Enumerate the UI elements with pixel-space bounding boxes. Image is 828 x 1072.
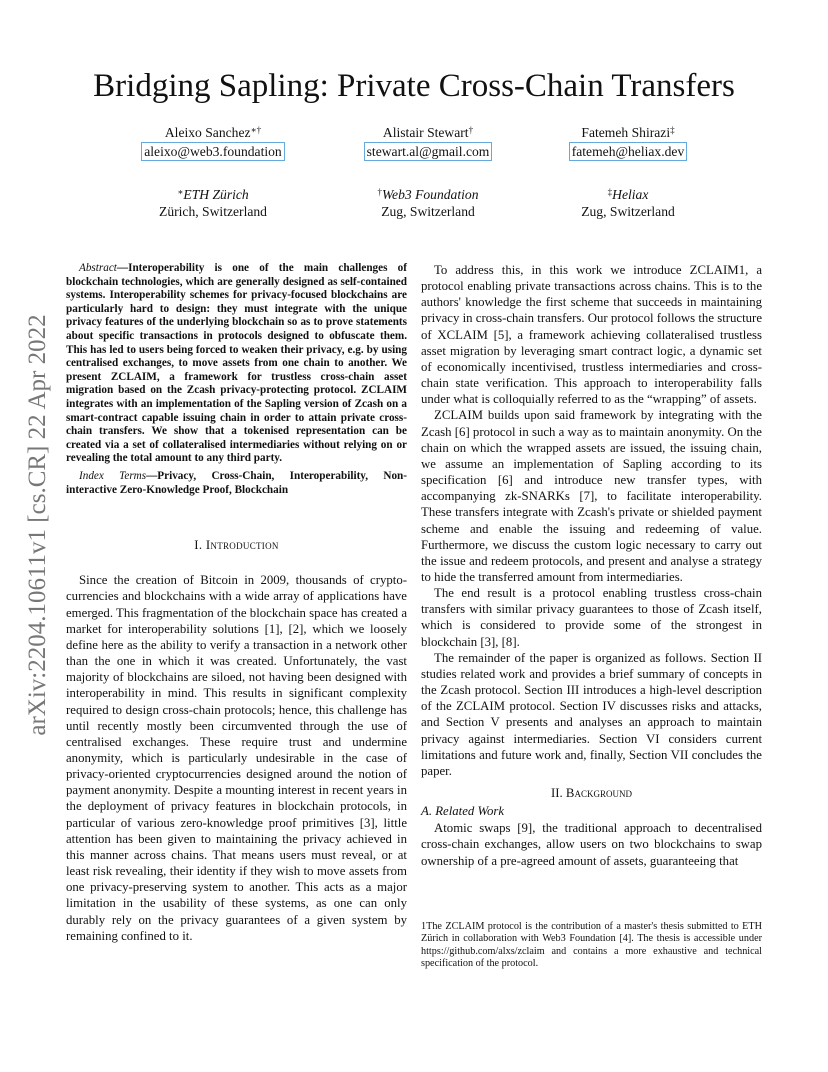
author-2 (340, 124, 516, 220)
section-heading-background: II. Background (551, 786, 632, 800)
author-marks: † (468, 125, 474, 135)
author-email-link[interactable]: fatemeh@heliax.dev (569, 142, 688, 161)
author-marks: ‡ (670, 125, 675, 135)
right-column (421, 262, 762, 869)
left-column (66, 262, 407, 944)
right-paragraph-5: Atomic swaps [9], the traditional approach to decentralised cross-chain exchanges, allow users on two blockchains to swap ownership of a pre-agreed amount of assets, guaranteeing that (421, 821, 762, 868)
affiliation-place: Zug, Switzerland (581, 204, 675, 219)
subsection-heading-related-work: A. Related Work (421, 804, 505, 819)
intro-paragraph-1: Since the creation of Bitcoin in 2009, thousands of crypto-currencies and blockchains with a wide array of applications have emerged. This fragmentation of the blockchain space has created a market for interoperability solutions [1], [2], which we loosely define here as the ability to verify a transaction in a network other than the one in which it was created. Unfortunately, the vast majority of blockchains are siloed, not having been designed with interoperability in mind. This results in significant complexity required to design cross-chain protocols; hence, this challenge has until recently mostly been circumvented through the use of centralised exchanges. These require trust and undermine anonymity, which is particularly undesirable in the case of privacy-oriented cryptocurrencies designed around the notion of payment anonymity. Despite a mounting interest in recent years in the deployment of privacy features in blockchain protocols, in particular of various zero-knowledge proof primitives [3], little attention has been given to maintaining the privacy achieved in this manner across chains. That means users must reveal, or at least risk revealing, their identity if they wish to move assets from one privacy-preserving system to another. This acts as a major limitation in the usability of these systems, as one can only durably rely on the privacy guarantees of a given system by remaining confined to it. (66, 573, 407, 943)
affiliation-name: Heliax (612, 187, 649, 202)
abstract-text: —Interoperability is one of the main challenges of blockchain technologies, which are generally designed as self-contained systems. Interoperability schemes for privacy-focused blockchains are particularly hard to design: they must integrate with the unique privacy features of the underlying blockchain so as to prove statements about specific transactions in protocols designed to obfuscate them. This has led to users being forced to weaken their privacy, e.g. by using centralised exchanges, to move assets from one chain to another. We present ZCLAIM, a framework for trustless cross-chain asset migration based on the Zcash privacy-protecting protocol. ZCLAIM integrates with an implementation of the Sapling version of Zcash on a smart-contract capable issuing chain in order to attain private cross-chain transfers. We show that a tokenised representation can be created via a set of collateralised intermediaries without relying on or revealing the total amount to any third party. (66, 262, 407, 465)
right-paragraph-3: The end result is a protocol enabling trustless cross-chain transfers with similar privacy guarantees to those of Zcash itself, which is considered to provide some of the strongest in blockchain [3], [8]. (421, 586, 762, 649)
abstract (66, 262, 407, 466)
affiliation-place: Zürich, Switzerland (159, 204, 267, 219)
right-paragraph-4: The remainder of the paper is organized as follows. Section II studies related work and provides a brief summary of concepts in the Zcash protocol. Section III introduces a high-level description of the ZCLAIM protocol. Section IV discusses risks and attacks, and Section V presents and analyses an approach to maintain privacy against intermediaries. Section VI considers current limitations and future work and, finally, Section VII concludes the paper. (421, 650, 762, 778)
affiliation-place: Zug, Switzerland (381, 204, 475, 219)
author-email-link[interactable]: aleixo@web3.foundation (141, 142, 284, 161)
arxiv-id: arXiv:2204.10611v1 [cs.CR] 22 Apr 2022 (24, 314, 51, 736)
footnote: 1The ZCLAIM protocol is the contribution of a master's thesis submitted to ETH Zürich in collaboration with Web3 Foundation [4]. The thesis is accessible under https://github.com/alxs/zclaim and contains a more exhaustive and technical specification of the protocol. (421, 921, 762, 970)
author-marks: ∗† (250, 125, 262, 135)
index-terms-text: —Privacy, Cross-Chain, Interoperability, Non-interactive Zero-Knowledge Proof, Blockchain (66, 469, 407, 496)
affiliation-mark: ∗ (177, 187, 184, 197)
section-heading-introduction: I. Introduction (194, 538, 279, 553)
author-name: Fatemeh Shirazi (581, 125, 671, 140)
right-paragraph-2: ZCLAIM builds upon said framework by integrating with the Zcash [6] protocol in such a way as to maintain anonymity. On the chain on which the wrapped assets are issued, the issuing chain, we assume an implementation of Sapling according to its specification [6] and introduce new transfer types, with accompanying zk-SNARKs [7], to facilitate interoperability. These transfers integrate with Zcash's private or shielded payment scheme and enable the issuing and redeeming of value. Furthermore, we discuss the custom logic necessary to carry out the issue and redeem protocols, and present and analyse a strategy to hide the transferred amount from intermediaries. (421, 408, 762, 584)
right-paragraph-1: To address this, in this work we introduce ZCLAIM1, a protocol enabling private transactions across chains. This is to the authors' knowledge the first scheme that succeeds in maintaining privacy in cross-chain transfers. Our protocol follows the structure of XCLAIM [5], a framework achieving collateralised trustless asset migration by leveraging smart contract logic, a dynamic set of economically incentivised, trustless intermediaries and cross-chain state verification. This approach to interoperability falls under what is colloquially referred to as the “wrapping” of assets. (421, 263, 762, 407)
affiliation-mark: † (377, 187, 382, 197)
arxiv-stamp (18, 290, 58, 760)
index-terms (66, 470, 407, 497)
paper-title: Bridging Sapling: Private Cross-Chain Transfers (93, 68, 735, 104)
affiliation-name: Web3 Foundation (381, 187, 479, 202)
affiliation-name: ETH Zürich (183, 187, 249, 202)
author-name: Aleixo Sanchez (164, 125, 251, 140)
author-email-link[interactable]: stewart.al@gmail.com (364, 142, 493, 161)
index-terms-label: Index Terms (79, 469, 147, 482)
affiliation-mark: ‡ (607, 187, 613, 197)
abstract-label: Abstract (79, 262, 117, 274)
author-name: Alistair Stewart (382, 125, 469, 140)
author-3 (541, 124, 715, 220)
author-1 (125, 124, 301, 220)
